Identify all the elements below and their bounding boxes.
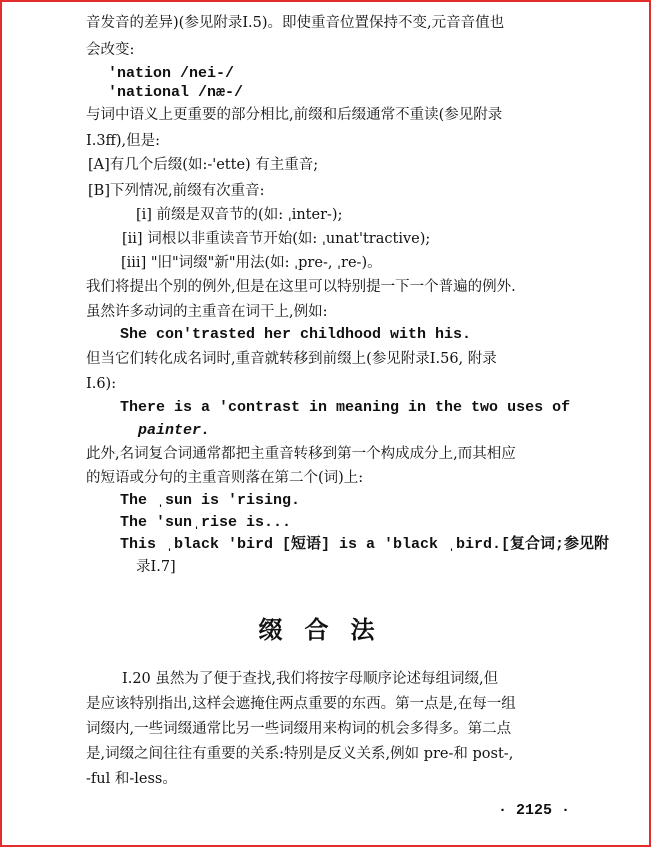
text-line: 与词中语义上更重要的部分相比,前缀和后缀通常不重读(参见附录: [86, 107, 503, 123]
section-title: 缀合法: [258, 615, 397, 644]
example-line: She con'trasted her childhood with his.: [120, 326, 472, 343]
page-number: · 2125 ·: [498, 802, 571, 819]
text-line: Ⅰ.6):: [86, 376, 117, 392]
body-line: 是,词缀之间往往有重要的关系:特别是反义关系,例如 pre-和 post-,: [86, 746, 514, 762]
example-line: painter.: [138, 422, 211, 439]
example-line: The 'sunˌrise is...: [120, 514, 292, 531]
text-line: 此外,名词复合词通常都把主重音转移到第一个构成成分上,而其相应: [86, 446, 516, 462]
example-line: The ˌsun is 'rising.: [120, 492, 301, 509]
list-item: [i] 前缀是双音节的(如: ˌinter-);: [136, 207, 343, 223]
list-item: [iii] "旧"词缀"新"用法(如: ˌpre-, ˌre-)。: [121, 255, 382, 271]
text-line: [B]下列情况,前缀有次重音:: [88, 183, 265, 199]
text-line: 的短语或分句的主重音则落在第二个(词)上:: [86, 470, 364, 486]
text-line: 录Ⅰ.7]: [136, 559, 176, 575]
body-line: Ⅰ.20 虽然为了便于查找,我们将按字母顺序论述每组词缀,但: [122, 671, 499, 687]
body-line: 是应该特别指出,这样会遮掩住两点重要的东西。第一点是,在每一组: [86, 696, 516, 712]
example-line: 'nation /nei-/: [108, 65, 235, 82]
text-line: Ⅰ.3ff),但是:: [86, 133, 161, 149]
list-item: [ii] 词根以非重读音节开始(如: ˌunat'tractive);: [122, 231, 431, 247]
text-line: 虽然许多动词的主重音在词干上,例如:: [86, 304, 328, 320]
text-line: [A]有几个后缀(如:-'ette) 有主重音;: [88, 157, 319, 173]
body-line: -ful 和-less。: [86, 771, 177, 787]
example-line: There is a 'contrast in meaning in the two uses of: [120, 399, 571, 416]
text-line: 我们将提出个别的例外,但是在这里可以特别提一下一个普遍的例外.: [86, 279, 516, 295]
example-line: This ˌblack 'bird [短语] is a 'black ˌbird.[复合词;参见附: [120, 536, 610, 553]
text-line: 但当它们转化成名词时,重音就转移到前缀上(参见附录Ⅰ.56, 附录: [86, 351, 497, 367]
text-line: 音发音的差异)(参见附录Ⅰ.5)。即使重音位置保持不变,元音音值也: [86, 15, 505, 31]
example-line: 'national /næ-/: [108, 84, 244, 101]
text-line: 会改变:: [86, 42, 135, 58]
body-line: 词缀内,一些词缀通常比另一些词缀用来构词的机会多得多。第二点: [86, 721, 512, 737]
